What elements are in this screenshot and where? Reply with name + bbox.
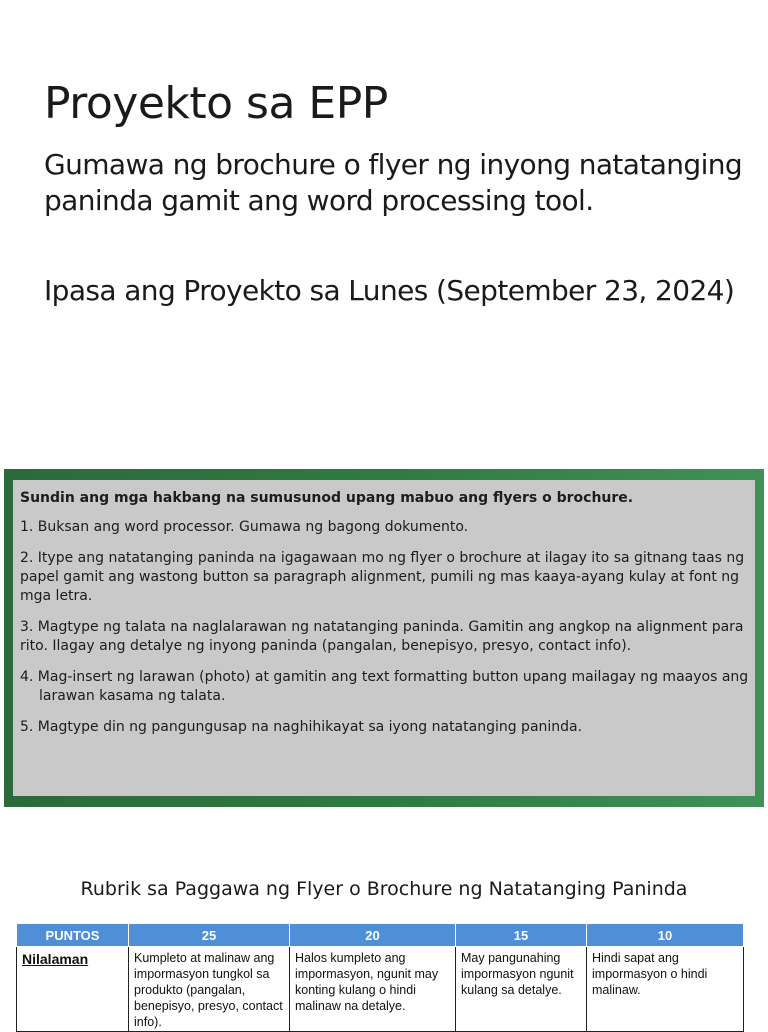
step-item: 1. Buksan ang word processor. Gumawa ng bagong dokumento. [20,519,469,535]
step-item: 4. Mag-insert ng larawan (photo) at gamitin ang text formatting button upang mailagay ng maayos ang larawan kasama ng talata. [20,669,749,704]
step-item: 2. Itype ang natatanging paninda na igagawaan mo ng flyer o brochure at ilagay ito sa gitnang taas ng papel gamit ang wastong button sa paragraph alignment, pumili ng mas kaaya-ayang kulay at font ng mga letra. [20,550,745,604]
slide-title: Proyekto sa EPP [44,78,388,129]
rubric-header-cell: 25 [129,924,290,947]
rubric-criterion: Nilalaman [17,947,129,1032]
instructions-panel [13,480,755,796]
slide-subtitle: Gumawa ng brochure o flyer ng inyong natatanging paninda gamit ang word processing tool. [44,148,743,217]
rubric-title: Rubrik sa Paggawa ng Flyer o Brochure ng Natatanging Paninda [80,878,688,900]
rubric-cell: Kumpleto at malinaw ang impormasyon tungkol sa produkto (pangalan, benepisyo, presyo, contact info). [129,947,290,1032]
step-item: 3. Magtype ng talata na naglalarawan ng natatanging paninda. Gamitin ang angkop na alignment para rito. Ilagay ang detalye ng inyong paninda (pangalan, benepisyo, presyo, contact info). [20,619,744,654]
rubric-cell: Hindi sapat ang impormasyon o hindi malinaw. [587,947,744,1032]
rubric-header-cell: PUNTOS [17,924,129,947]
instructions-heading: Sundin ang mga hakbang na sumusunod upang mabuo ang flyers o brochure. [20,490,634,506]
instructions-box [4,469,764,807]
table-row [17,947,744,1032]
rubric-header-cell: 15 [456,924,587,947]
rubric-cell: Halos kumpleto ang impormasyon, ngunit may konting kulang o hindi malinaw na detalye. [290,947,456,1032]
rubric-header-cell: 20 [290,924,456,947]
rubric-header-row [17,924,744,947]
deadline-text: Ipasa ang Proyekto sa Lunes (September 23, 2024) [44,274,735,307]
rubric-cell: May pangunahing impormasyon ngunit kulang sa detalye. [456,947,587,1032]
rubric-header-cell: 10 [587,924,744,947]
step-item: 5. Magtype din ng pangungusap na naghihikayat sa iyong natatanging paninda. [20,719,583,735]
rubric-table [16,923,744,1032]
